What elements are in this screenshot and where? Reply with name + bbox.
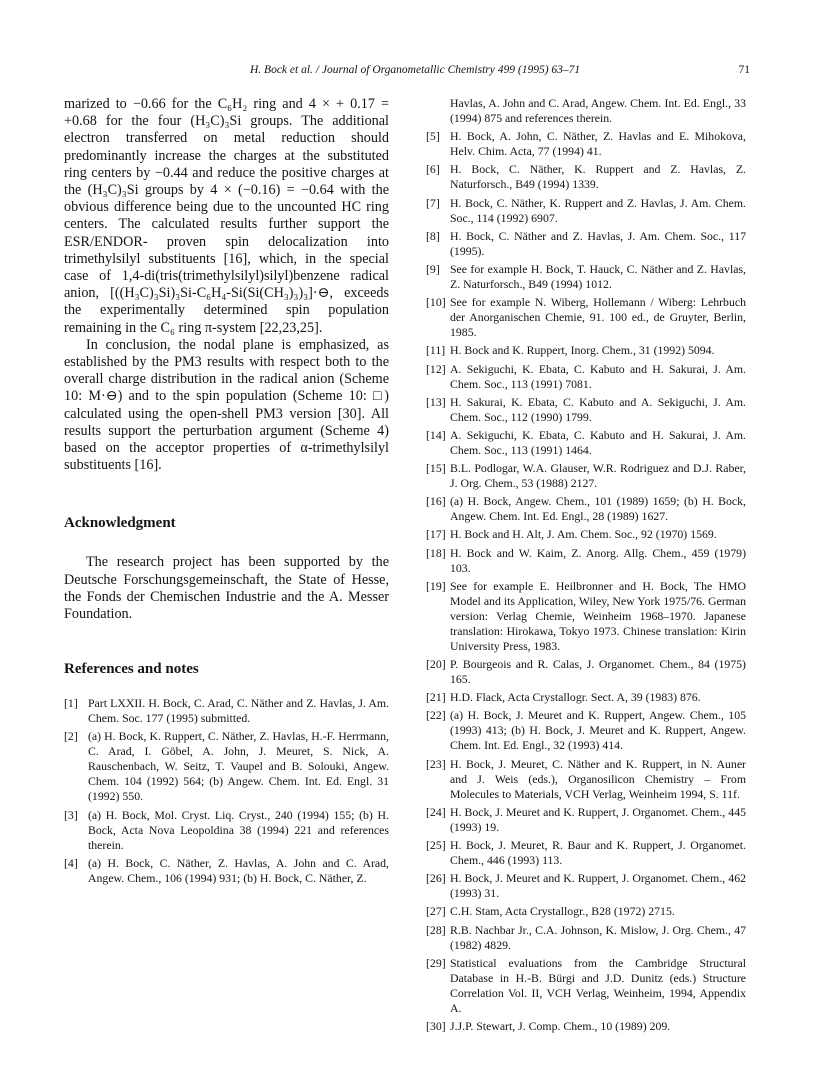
reference-item — [426, 904, 746, 919]
reference-number: [5] — [426, 129, 440, 144]
reference-number: [18] — [426, 545, 446, 560]
reference-text: (a) H. Bock, Angew. Chem., 101 (1989) 1659; (b) H. Bock, Angew. Chem. Int. Ed. Engl., 28 (1989) 1627. — [450, 494, 746, 524]
reference-text: (a) H. Bock, C. Näther, Z. Havlas, A. John and C. Arad, Angew. Chem., 106 (1994) 931; (b) H. Bock, C. Näther, Z. — [88, 855, 389, 885]
reference-text: A. Sekiguchi, K. Ebata, C. Kabuto and H. Sakurai, J. Am. Chem. Soc., 113 (1991) 1464. — [450, 427, 746, 457]
reference-number: [6] — [426, 162, 440, 177]
reference-number: [13] — [426, 394, 446, 409]
reference-number: [16] — [426, 494, 446, 509]
reference-number: [25] — [426, 837, 446, 852]
reference-list-left — [64, 696, 389, 886]
reference-number: [1] — [64, 696, 78, 711]
reference-item — [426, 805, 746, 835]
body-paragraph-1: marized to −0.66 for the C₆H₂ ring and 4 × + 0.17 = +0.68 for the four (H₃C)₃Si groups. The additional electron transferred on metal reduction should predominantly increase the charges at the substituted ring centers by −0.44 and reduce the positive charges at the (H₃C)₃Si groups by 4 × (−0.16) = −0.64 with the obvious difference being due to the uncounted HC ring centers. The calculated results further support the ESR/ENDOR- proven spin delocalization into trimethylsilyl substituents [16], which, in the special case of 1,4-di(tris(trimethylsilyl)silyl)benzene radical anion, [((H₃C)₃Si)₃Si-C₆H₄-Si(Si(CH₃)₃)₃]·⊖, exceeds the experimentally determined spin population remaining in the C₆ ring π-system [22,23,25]. — [64, 96, 389, 336]
reference-number: [4] — [64, 855, 78, 870]
reference-text: H. Bock and H. Alt, J. Am. Chem. Soc., 92 (1970) 1569. — [450, 527, 717, 542]
acknowledgment-text: The research project has been supported by the Deutsche Forschungsgemeinschaft, the State of Hesse, the Fonds der Chemischen Industrie and the A. Messer Foundation. — [64, 554, 389, 623]
reference-item — [426, 129, 746, 159]
reference-number: [9] — [426, 261, 440, 276]
reference-number: [22] — [426, 708, 446, 723]
reference-number: [27] — [426, 904, 446, 919]
reference-number: [20] — [426, 657, 446, 671]
reference-text: H. Bock, C. Näther, K. Ruppert and Z. Havlas, J. Am. Chem. Soc., 114 (1992) 6907. — [450, 195, 746, 225]
reference-text: C.H. Stam, Acta Crystallogr., B28 (1972) 2715. — [450, 904, 675, 919]
reference-text: See for example N. Wiberg, Hollemann / Wiberg: Lehrbuch der Anorganischen Chemie, 91. 100 ed., de Gruyter, Berlin, 1985. — [450, 295, 746, 340]
reference-item — [426, 871, 746, 901]
reference-text: H. Bock, J. Meuret, R. Baur and K. Ruppert, J. Organomet. Chem., 446 (1993) 113. — [450, 837, 746, 867]
reference-number: [11] — [426, 343, 446, 358]
page-number: 71 — [738, 64, 750, 76]
reference-number: [3] — [64, 807, 78, 822]
reference-item — [426, 295, 746, 340]
reference-text: H. Bock, A. John, C. Näther, Z. Havlas and E. Mihokova, Helv. Chim. Acta, 77 (1994) 41. — [450, 129, 746, 159]
reference-item — [426, 262, 746, 292]
reference-text: See for example H. Bock, T. Hauck, C. Näther and Z. Havlas, Z. Naturforsch., B49 (1994) 1012. — [450, 261, 746, 291]
reference-text: H. Sakurai, K. Ebata, C. Kabuto and A. Sekiguchi, J. Am. Chem. Soc., 112 (1990) 1799. — [450, 394, 746, 424]
reference-number: [19] — [426, 578, 446, 593]
reference-text: R.B. Nachbar Jr., C.A. Johnson, K. Mislow, J. Org. Chem., 47 (1982) 4829. — [450, 922, 746, 952]
page-header — [64, 64, 752, 80]
reference-text: Statistical evaluations from the Cambridge Structural Database in H.-B. Bürgi and J.D. Dunitz (eds.) Structure Correlation Vol. II, VCH Verlag, Weinheim, 1994, Appendix A. — [450, 955, 746, 1015]
reference-item — [64, 808, 389, 853]
reference-text: A. Sekiguchi, K. Ebata, C. Kabuto and H. Sakurai, J. Am. Chem. Soc., 113 (1991) 7081. — [450, 361, 746, 391]
reference-number: [8] — [426, 228, 440, 243]
running-head: H. Bock et al. / Journal of Organometallic Chemistry 499 (1995) 63–71 — [250, 64, 581, 76]
reference-item — [426, 343, 746, 358]
reference-item — [426, 527, 746, 542]
reference-number: [15] — [426, 461, 446, 476]
references-heading: References and notes — [64, 661, 199, 678]
reference-item — [426, 546, 746, 576]
reference-number: [24] — [426, 804, 446, 819]
reference-continuation: Havlas, A. John and C. Arad, Angew. Chem. Int. Ed. Engl., 33 (1994) 875 and references therein. — [450, 96, 746, 125]
reference-text: H. Bock, J. Meuret and K. Ruppert, J. Organomet. Chem., 462 (1993) 31. — [450, 871, 746, 901]
reference-item — [426, 579, 746, 654]
reference-item — [426, 923, 746, 953]
reference-text: H. Bock, C. Näther, K. Ruppert and Z. Havlas, Z. Naturforsch., B49 (1994) 1339. — [450, 162, 746, 192]
reference-text: H. Bock and K. Ruppert, Inorg. Chem., 31 (1992) 5094. — [450, 343, 715, 358]
reference-item — [426, 162, 746, 192]
reference-text: (a) H. Bock, J. Meuret and K. Ruppert, Angew. Chem., 105 (1993) 413; (b) H. Bock, J. Meuret and K. Ruppert, Angew. Chem. Int. Ed. Engl., 32 (1993) 414. — [450, 708, 746, 753]
reference-item — [426, 708, 746, 753]
reference-number: [7] — [426, 195, 440, 210]
reference-item — [426, 461, 746, 491]
right-column — [426, 96, 746, 1037]
reference-item — [426, 395, 746, 425]
reference-number: [28] — [426, 922, 446, 937]
reference-item — [426, 690, 746, 705]
reference-number: [14] — [426, 427, 446, 442]
reference-item — [426, 494, 746, 524]
reference-number: [26] — [426, 871, 446, 886]
reference-number: [29] — [426, 955, 446, 970]
reference-number: [12] — [426, 361, 446, 376]
reference-text: Part LXXII. H. Bock, C. Arad, C. Näther and Z. Havlas, J. Am. Chem. Soc. 177 (1995) submitted. — [88, 696, 389, 726]
reference-item — [426, 229, 746, 259]
reference-item — [426, 1019, 746, 1034]
reference-item — [426, 428, 746, 458]
reference-item — [426, 757, 746, 802]
reference-number: [23] — [426, 756, 446, 771]
reference-item — [426, 196, 746, 226]
left-column — [64, 96, 389, 889]
reference-number: [2] — [64, 729, 78, 744]
reference-text: H. Bock and W. Kaim, Z. Anorg. Allg. Chem., 459 (1979) 103. — [450, 545, 746, 575]
reference-text: B.L. Podlogar, W.A. Glauser, W.R. Rodriguez and D.J. Raber, J. Org. Chem., 53 (1988) 2127. — [450, 461, 746, 491]
reference-text: H. Bock, J. Meuret and K. Ruppert, J. Organomet. Chem., 445 (1993) 19. — [450, 804, 746, 834]
reference-item — [426, 657, 746, 687]
reference-number: [30] — [426, 1018, 446, 1033]
reference-item — [64, 696, 389, 726]
reference-number: [10] — [426, 295, 446, 310]
reference-item — [64, 729, 389, 804]
reference-text: H.D. Flack, Acta Crystallogr. Sect. A, 39 (1983) 876. — [450, 690, 701, 705]
reference-text: H. Bock, J. Meuret, C. Näther and K. Ruppert, in N. Auner and J. Weis (eds.), Organosilicon Chemistry – From Molecules to Materials, VCH Verlag, Weinheim 1994, S. 11f. — [450, 756, 746, 801]
reference-text: H. Bock, C. Näther and Z. Havlas, J. Am. Chem. Soc., 117 (1995). — [450, 228, 746, 258]
reference-text: J.J.P. Stewart, J. Comp. Chem., 10 (1989) 209. — [450, 1018, 671, 1033]
reference-text: See for example E. Heilbronner and H. Bock, The HMO Model and its Application, Wiley, New York 1975/76. German version: Verlag Chemie, Weinheim 1968–1970. Japanese translation: Hirokawa, Tokyo 1973. Chinese translation: Kirin University Press, 1983. — [450, 578, 746, 653]
reference-text: (a) H. Bock, K. Ruppert, C. Näther, Z. Havlas, H.-F. Herrmann, C. Arad, I. Göbel, A. John, J. Meuret, S. Nick, A. Rauschenbach, W. Seitz, T. Vaupel and B. Solouki, Angew. Chem. 104 (1992) 564; (b) Angew. Chem. Int. Ed. Engl. 31 (1992) 550. — [88, 729, 389, 804]
reference-text: P. Bourgeois and R. Calas, J. Organomet. Chem., 84 (1975) 165. — [450, 657, 746, 686]
reference-item — [426, 838, 746, 868]
reference-number: [21] — [426, 690, 446, 705]
reference-item — [64, 856, 389, 886]
reference-number: [17] — [426, 527, 446, 542]
reference-text: (a) H. Bock, Mol. Cryst. Liq. Cryst., 240 (1994) 155; (b) H. Bock, Acta Nova Leopoldina 38 (1994) 221 and references therein. — [88, 807, 389, 852]
reference-item — [426, 956, 746, 1016]
reference-item — [426, 362, 746, 392]
body-paragraph-2: In conclusion, the nodal plane is emphasized, as established by the PM3 results with respect both to the overall charge distribution in the radical anion (Scheme 10: M·⊖) and to the spin population (Scheme 10: □) calculated using the open-shell PM3 version [30]. All results support the perturbation argument (Scheme 4) based on the acceptor properties of α-trimethylsilyl substituents [16]. — [64, 336, 389, 474]
acknowledgment-heading: Acknowledgment — [64, 515, 176, 532]
